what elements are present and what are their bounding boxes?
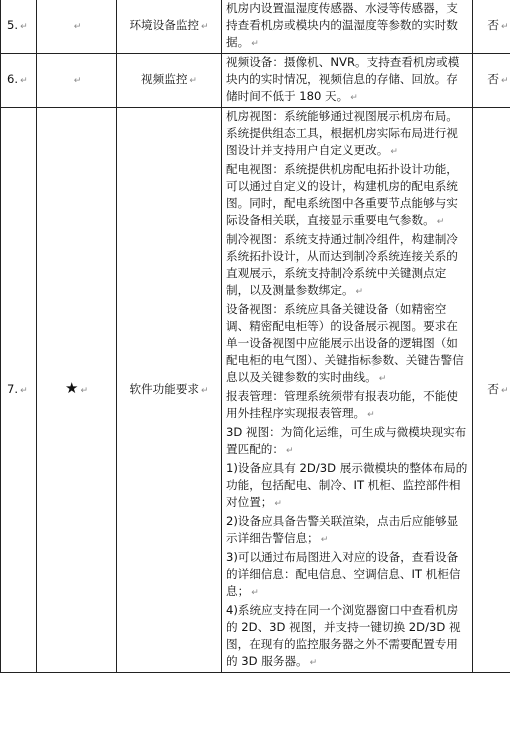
required-flag: 否 ↵ [473,0,510,54]
table-row [1,54,510,108]
item-description [222,108,473,673]
row-number: 7. ↵ [1,108,37,673]
star-cell: ↵ [37,0,117,54]
star-cell: ↵ [37,54,117,108]
paragraph-cooling-view: 制冷视图：系统支持通过制冷组件，构建制冷系统拓扑设计，从而达到制冷系统连接关系的直观展示，系统支持制冷系统中关键测点定制，以及测量参数绑定。 ↵ [226,232,458,297]
star-cell: ★ ↵ [37,108,117,673]
paragraph-room-view: 机房视图：系统能够通过视图展示机房布局。系统提供组态工具，根据机房实际布局进行视图设计并支持用户自定义更改。 ↵ [226,109,458,157]
paragraph-3d-item-3: 3)可以通过布局图进入对应的设备，查看设备的详细信息：配电信息、空调信息、IT 机柜信息； ↵ [226,550,461,598]
paragraph-3d-item-4: 4)系统应支持在同一个浏览器窗口中查看机房的 2D、3D 视图，并支持一键切换 2D/3D 视图，在现有的监控服务器之外不需要配置专用的 3D 服务器。 ↵ [226,603,461,668]
paragraph-device-view: 设备视图：系统应具备关键设备（如精密空调、精密配电柜等）的设备展示视图。要求在单一设备视图中应能展示出设备的逻辑图（如配电柜的电气图）、关键指标参数、关键告警信息以及关键参数的实时曲线。 ↵ [226,302,464,384]
required-flag: 否 ↵ [473,108,510,673]
required-flag: 否 ↵ [473,54,510,108]
row-number: 6. ↵ [1,54,37,108]
paragraph-report: 报表管理：管理系统须带有报表功能，不能使用外挂程序实现报表管理。 ↵ [226,389,458,420]
table-row [1,0,510,54]
paragraph-3d-view: 3D 视图：为简化运维，可生成与微模块现实布置匹配的： ↵ [226,425,467,456]
row-number: 5. ↵ [1,0,37,54]
paragraph-3d-item-1: 1)设备应具有 2D/3D 展示微模块的整体布局的功能，包括配电、制冷、IT 机柜、监控部件相对位置； ↵ [226,461,468,509]
star-icon: ★ [65,379,79,397]
item-name: 环境设备监控 ↵ [117,0,222,54]
item-name: 软件功能要求 ↵ [117,108,222,673]
paragraph-power-view: 配电视图：系统提供机房配电拓扑设计功能，可以通过自定义的设计，构建机房的配电系统图。同时，配电系统图中各重要节点能够与实际设备相关联，直接显示重要电气参数。 ↵ [226,162,458,227]
item-name: 视频监控 ↵ [117,54,222,108]
item-description: 机房内设置温湿度传感器、水浸等传感器，支持查看机房或模块内的温湿度等参数的实时数据。 ↵ [222,0,473,54]
table-row [1,108,510,673]
paragraph-3d-item-2: 2)设备应具备告警关联渲染，点击后应能够显示详细告警信息； ↵ [226,514,459,545]
item-description: 视频设备：摄像机、NVR。支持查看机房或模块内的实时情况，视频信息的存储、回放。存储时间不低于 180 天。 ↵ [222,54,473,108]
